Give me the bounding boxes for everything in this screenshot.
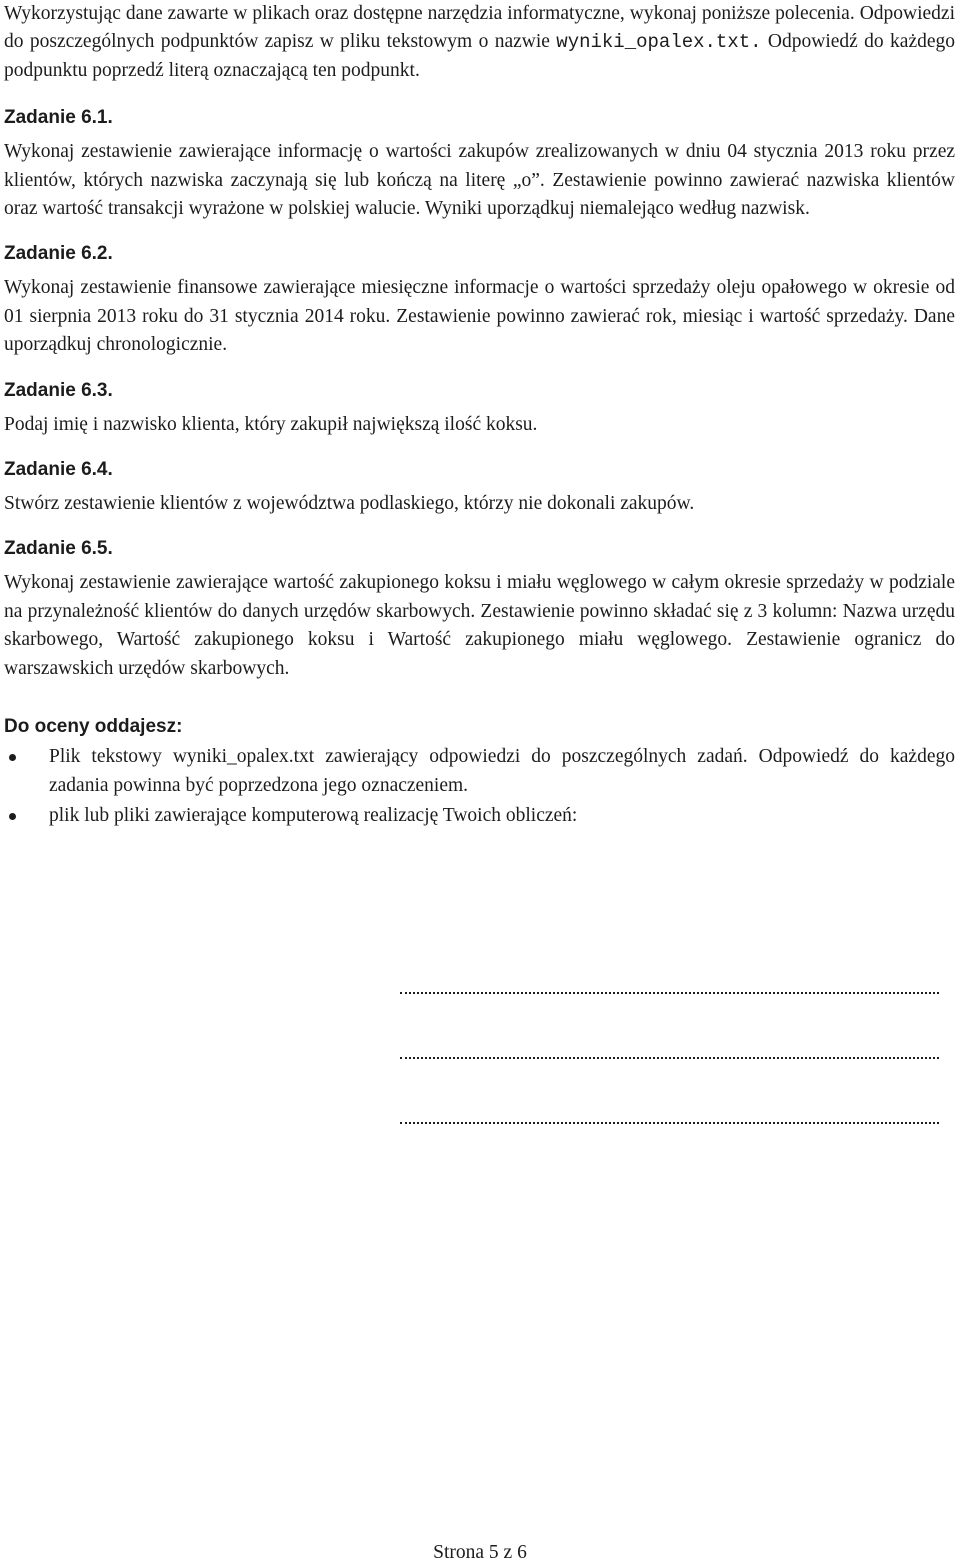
task-6-1-text: Wykonaj zestawienie zawierające informację o wartości zakupów zrealizowanych w dniu 04 stycznia 2013 roku przez klientów, których nazwiska zaczynają się lub kończą na literę „o”. Zestawienie powinno zawierać nazwiska klientów oraz wartość transakcji wyrażone w polskiej walucie. Wyniki uporządkuj niemalejąco według nazwisk. [4, 141, 955, 220]
submission-item [4, 802, 955, 830]
answer-line [400, 992, 939, 994]
submission-item [4, 743, 955, 800]
submission-item-text: Plik tekstowy wyniki_opalex.txt zawierający odpowiedzi do poszczególnych zadań. Odpowiedź do każdego zadania powinna być poprzedzona jego oznaczeniem. [49, 746, 955, 796]
task-6-4-text: Stwórz zestawienie klientów z województwa podlaskiego, którzy nie dokonali zakupów. [4, 493, 695, 515]
task-6-5-text: Wykonaj zestawienie zawierające wartość zakupionego koksu i miału węglowego w całym okresie sprzedaży w podziale na przynależność klientów do danych urzędów skarbowych. Zestawienie powinno składać się z 3 kolumn: Nazwa urzędu skarbowego, Wartość zakupionego koksu i Wartość zakupionego miału węglowego. Zestawienie ogranicz do warszawskich urzędów skarbowych. [4, 572, 955, 679]
page-number: Strona 5 z 6 [433, 1542, 527, 1563]
intro-text-part2: Odpowiedź do każdego podpunktu poprzedź literą oznaczającą ten podpunkt. [4, 31, 955, 81]
submission-item-text: plik lub pliki zawierające komputerową realizację Twoich obliczeń: [49, 804, 578, 826]
task-6-5-heading: Zadanie 6.5. [4, 538, 113, 560]
answer-line [400, 1122, 939, 1124]
intro-filename: wyniki_opalex.txt. [556, 31, 762, 54]
intro-text-part1: Wykorzystując dane zawarte w plikach oraz dostępne narzędzia informatyczne, wykonaj poniższe polecenia. Odpowiedzi do poszczególnych podpunktów zapisz w pliku tekstowym o nazwie [4, 3, 955, 53]
task-6-2-text: Wykonaj zestawienie finansowe zawierające miesięczne informacje o wartości sprzedaży oleju opałowego w okresie od 01 sierpnia 2013 roku do 31 stycznia 2014 roku. Zestawienie powinno zawierać rok, miesiąc i wartość sprzedaży. Dane uporządkuj chronologicznie. [4, 277, 955, 356]
bullet-icon [9, 813, 16, 820]
submission-heading: Do oceny oddajesz: [4, 716, 183, 738]
task-6-4-heading: Zadanie 6.4. [4, 459, 113, 481]
task-6-3-text: Podaj imię i nazwisko klienta, który zakupił największą ilość koksu. [4, 413, 538, 435]
intro-paragraph [4, 0, 955, 85]
answer-line [400, 1057, 939, 1059]
task-6-2-heading: Zadanie 6.2. [4, 243, 113, 265]
submission-list [4, 743, 955, 830]
task-6-3-heading: Zadanie 6.3. [4, 379, 113, 401]
bullet-icon [9, 754, 16, 761]
document-page [4, 0, 955, 830]
task-6-1-heading: Zadanie 6.1. [4, 107, 113, 129]
